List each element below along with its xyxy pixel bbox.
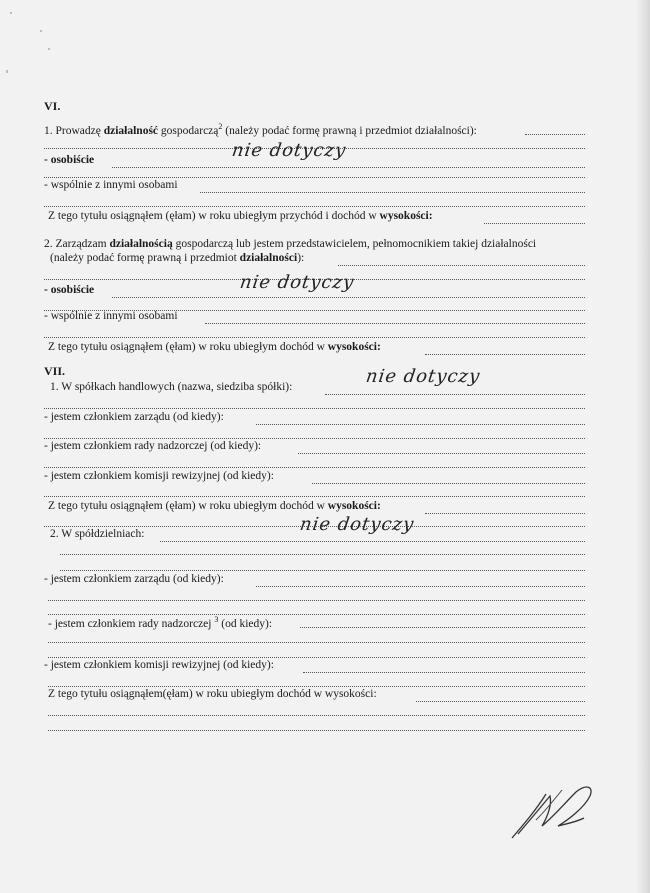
dotted-fill bbox=[256, 572, 585, 587]
dotted-line bbox=[48, 586, 585, 601]
dotted-fill bbox=[300, 613, 585, 628]
scan-speck bbox=[40, 30, 42, 32]
dotted-fill bbox=[200, 178, 585, 193]
dotted-line bbox=[48, 628, 585, 643]
handwritten-answer: nie dotyczy bbox=[230, 140, 348, 161]
dotted-line bbox=[48, 643, 585, 658]
dotted-line bbox=[60, 556, 585, 571]
dotted-fill bbox=[303, 658, 585, 673]
handwritten-answer: nie dotyczy bbox=[238, 272, 356, 293]
dotted-fill bbox=[416, 687, 585, 702]
dotted-line bbox=[44, 424, 585, 439]
dotted-fill bbox=[525, 120, 585, 135]
dotted-line bbox=[44, 394, 585, 409]
signature-mark bbox=[506, 780, 598, 842]
document-page: VI. 1. Prowadzę działalność gospodarczą$^2$ (należy podać formę prawną i przedmiot działalności): - osobiście nie dotyczy - wspólnie z innymi osobami Z tego tytułu osiągnąłem (ęłam) w roku ubiegłym przychód i dochód w wysokości: 2. Zarządzam działalnością gospodarczą lub jestem przedstawicielem, pełnomocnikiem takiej działalności (należy podać formę prawną i przedmiot działalności): - osobiście nie dotyczy - wspólnie z innymi osobami Z tego tytułu osiągnąłem (ęłam) w roku ubiegłym dochód w wysokości: VII. 1. W spółkach handlowych (nazwa, siedziba spółki): nie dotyczy - jestem członkiem zarządu (od kiedy): - jestem członkiem rady nadzorczej (od kiedy): - jestem członkiem komisji rewizyjnej (od kiedy): Z tego tytułu osiągnąłem (ęłam) w roku ubiegłym dochód w wysokości: 2. W spółdzielniach: nie dotyczy - jestem członkiem zarządu (od kiedy): - jestem członkiem rady nadzorczej $^3$ (od kiedy): - jestem członkiem komisji rewizyjnej (od kiedy): Z tego tytułu osiągnąłem(ęłam) w roku ubiegłym dochód w wysokości: bbox=[0, 0, 650, 893]
scan-edge-shadow bbox=[636, 0, 650, 893]
dotted-line bbox=[48, 672, 585, 687]
handwritten-answer: nie dotyczy bbox=[364, 366, 482, 387]
scan-speck bbox=[10, 12, 12, 14]
dotted-line bbox=[44, 163, 585, 178]
dotted-line bbox=[44, 323, 585, 338]
dotted-fill bbox=[256, 410, 585, 425]
scan-speck bbox=[48, 48, 50, 50]
dotted-line bbox=[44, 482, 585, 497]
dotted-line bbox=[48, 716, 585, 731]
dotted-fill bbox=[298, 439, 585, 454]
dotted-fill bbox=[425, 340, 585, 355]
dotted-line bbox=[44, 453, 585, 468]
dotted-fill bbox=[205, 309, 585, 324]
dotted-line bbox=[48, 701, 585, 716]
scan-speck bbox=[6, 70, 8, 73]
dotted-line bbox=[60, 540, 585, 555]
handwritten-answer: nie dotyczy bbox=[298, 514, 416, 535]
dotted-line bbox=[44, 192, 585, 207]
dotted-fill bbox=[484, 209, 585, 224]
dotted-fill bbox=[338, 251, 585, 266]
